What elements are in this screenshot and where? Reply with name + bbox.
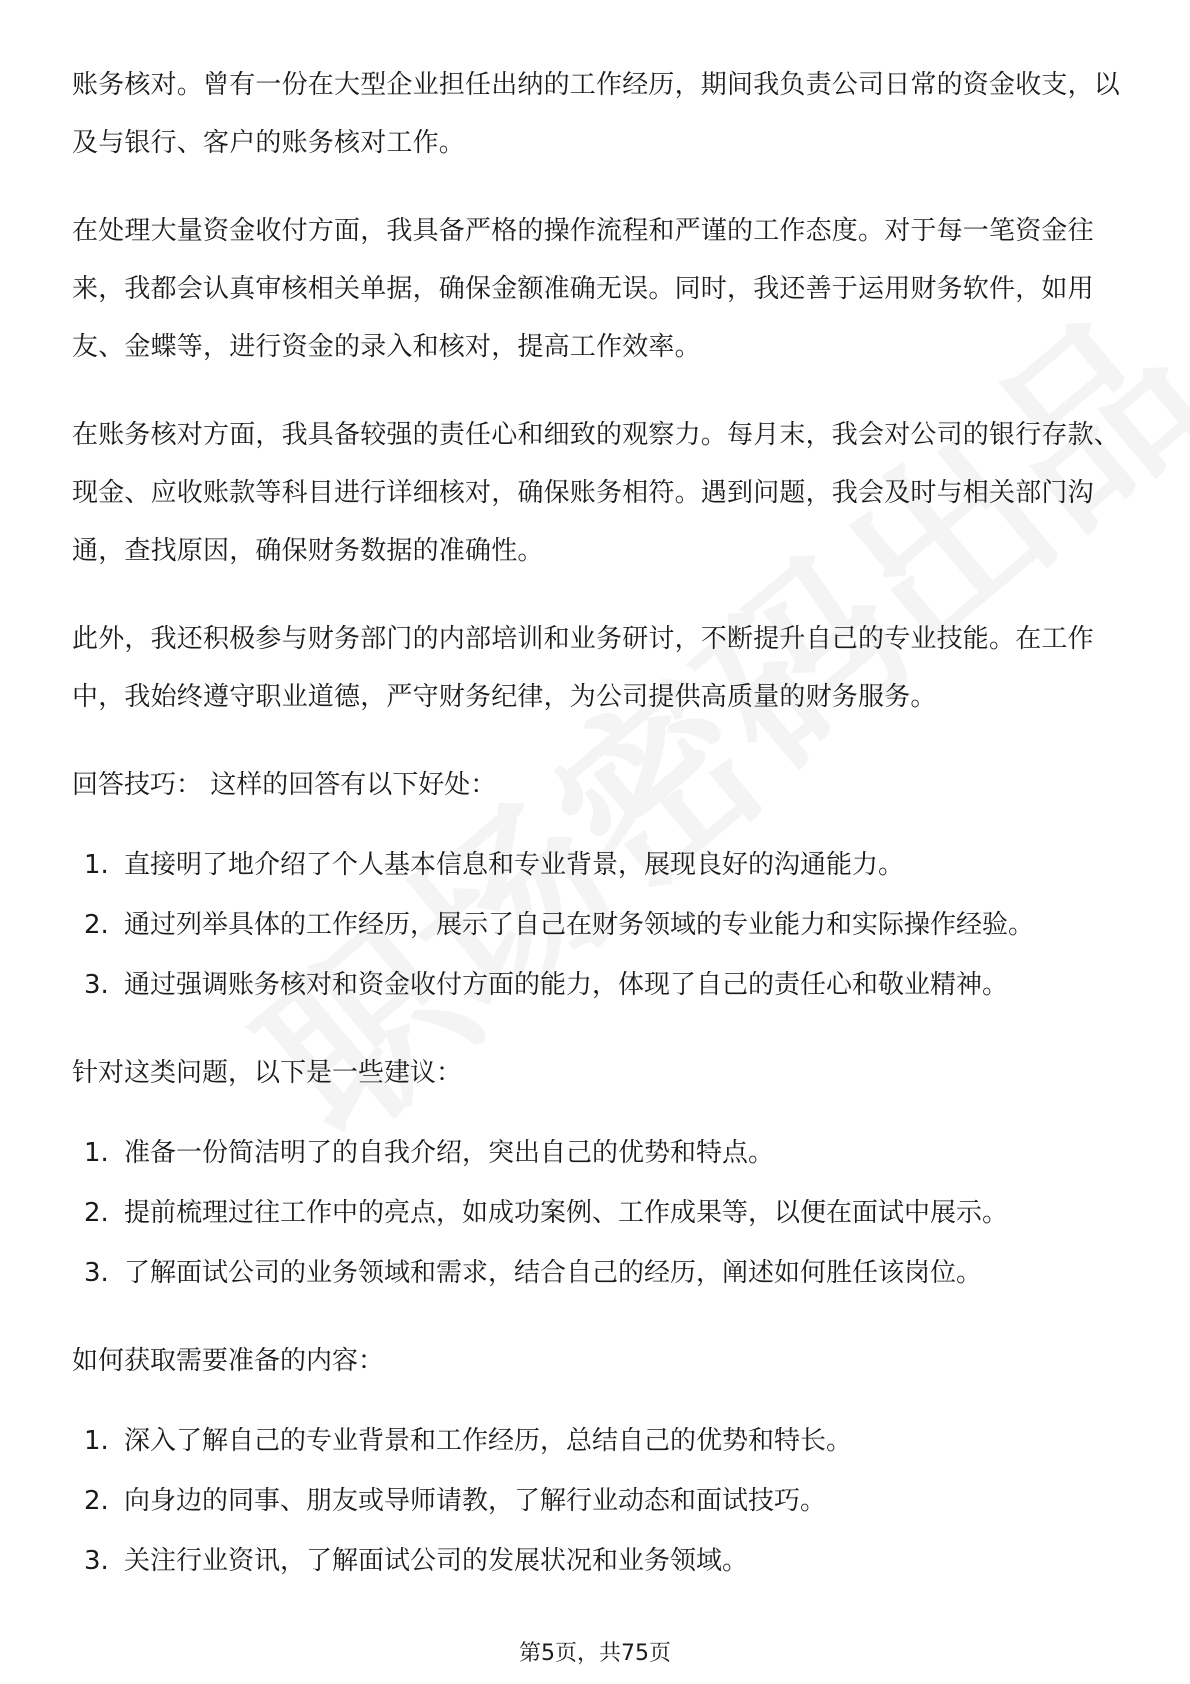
list-item <box>72 1244 1122 1302</box>
list-text: 通过强调账务核对和资金收付方面的能力，体现了自己的责任心和敬业精神。 <box>124 970 1009 1000</box>
list-number: 2. <box>84 1198 109 1228</box>
list-number: 3. <box>84 1258 109 1288</box>
prepare-heading: 如何获取需要准备的内容： <box>72 1346 385 1376</box>
list-text: 深入了解自己的专业背景和工作经历，总结自己的优势和特长。 <box>124 1426 853 1456</box>
list-text: 了解面试公司的业务领域和需求，结合自己的经历，阐述如何胜任该岗位。 <box>124 1258 983 1288</box>
list-number: 1. <box>84 1138 109 1168</box>
list-item <box>72 1472 1122 1530</box>
list-item <box>72 1184 1122 1242</box>
list-item <box>72 836 1122 894</box>
list-item <box>72 896 1122 954</box>
list-number: 3. <box>84 970 109 1000</box>
document-body <box>72 56 1122 1620</box>
list-item <box>72 956 1122 1014</box>
list-number: 3. <box>84 1546 109 1576</box>
list-text: 通过列举具体的工作经历，展示了自己在财务领域的专业能力和实际操作经验。 <box>124 910 1035 940</box>
tips-list <box>72 836 1122 1014</box>
list-number: 2. <box>84 910 109 940</box>
advice-list <box>72 1124 1122 1302</box>
paragraph-3: 在账务核对方面，我具备较强的责任心和细致的观察力。每月末，我会对公司的银行存款、现金、应收账款等科目进行详细核对，确保账务相符。遇到问题，我会及时与相关部门沟通，查找原因，确保财务数据的准确性。 <box>72 420 1121 566</box>
list-item <box>72 1412 1122 1470</box>
paragraph-4: 此外，我还积极参与财务部门的内部培训和业务研讨，不断提升自己的专业技能。在工作中，我始终遵守职业道德，严守财务纪律，为公司提供高质量的财务服务。 <box>72 624 1094 712</box>
paragraph-1: 账务核对。曾有一份在大型企业担任出纳的工作经历，期间我负责公司日常的资金收支，以及与银行、客户的账务核对工作。 <box>72 70 1121 158</box>
list-item <box>72 1532 1122 1590</box>
list-number: 2. <box>84 1486 109 1516</box>
list-number: 1. <box>84 850 109 880</box>
tips-heading: 回答技巧： 这样的回答有以下好处： <box>72 770 497 800</box>
paragraph-2: 在处理大量资金收付方面，我具备严格的操作流程和严谨的工作态度。对于每一笔资金往来，我都会认真审核相关单据，确保金额准确无误。同时，我还善于运用财务软件，如用友、金蝶等，进行资金的录入和核对，提高工作效率。 <box>72 216 1094 362</box>
advice-heading: 针对这类问题，以下是一些建议： <box>72 1058 463 1088</box>
page-footer: 第5页，共75页 <box>519 1641 671 1666</box>
list-text: 向身边的同事、朋友或导师请教，了解行业动态和面试技巧。 <box>124 1486 827 1516</box>
list-text: 提前梳理过往工作中的亮点，如成功案例、工作成果等，以便在面试中展示。 <box>124 1198 1009 1228</box>
list-text: 直接明了地介绍了个人基本信息和专业背景，展现良好的沟通能力。 <box>124 850 905 880</box>
list-text: 准备一份简洁明了的自我介绍，突出自己的优势和特点。 <box>124 1138 775 1168</box>
list-item <box>72 1124 1122 1182</box>
list-text: 关注行业资讯，了解面试公司的发展状况和业务领域。 <box>124 1546 749 1576</box>
list-number: 1. <box>84 1426 109 1456</box>
prepare-list <box>72 1412 1122 1590</box>
